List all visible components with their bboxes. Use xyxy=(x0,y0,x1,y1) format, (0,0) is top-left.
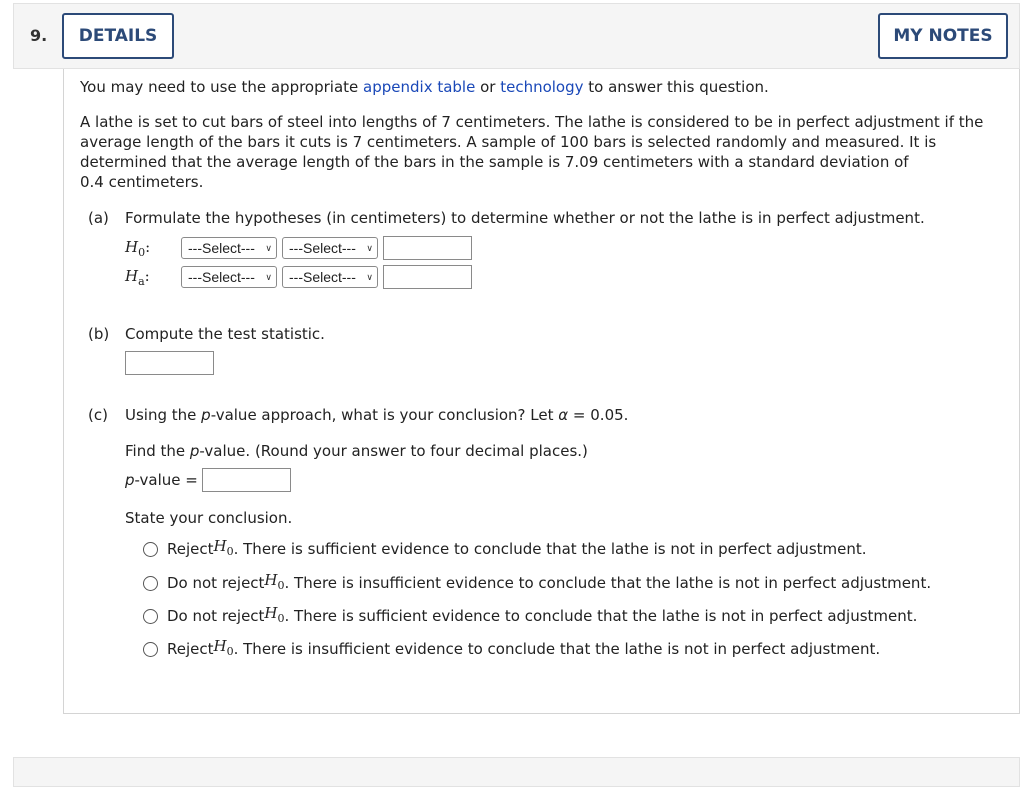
h0-relation-select[interactable]: ---Select--- ∨ xyxy=(282,237,378,259)
h0-label: $H_0$: xyxy=(125,238,151,259)
my-notes-button[interactable]: MY NOTES xyxy=(878,13,1008,59)
problem-line: A lathe is set to cut bars of steel into lengths of 7 centimeters. The lathe is considered to be in perfect adjustment if the xyxy=(80,113,984,131)
ha-relation-select[interactable]: ---Select--- ∨ xyxy=(282,266,378,288)
part-c-text: Using the p-value approach, what is your conclusion? Let α = 0.05. xyxy=(125,406,629,424)
h0-parameter-select[interactable]: ---Select--- ∨ xyxy=(181,237,277,259)
ha-parameter-select[interactable]: ---Select--- ∨ xyxy=(181,266,277,288)
radio-button[interactable] xyxy=(143,609,158,624)
chevron-down-icon: ∨ xyxy=(366,242,373,253)
technology-link[interactable]: technology xyxy=(500,78,584,96)
radio-button[interactable] xyxy=(143,576,158,591)
details-button[interactable]: DETAILS xyxy=(62,13,174,59)
conclusion-option[interactable]: Do not reject $H_0$ . There is insufficient evidence to conclude that the lathe is not in perfect adjustment. xyxy=(143,570,931,596)
test-statistic-input[interactable] xyxy=(125,351,214,375)
question-number: 9. xyxy=(30,26,48,45)
find-pvalue-instruction: Find the p-value. (Round your answer to four decimal places.) xyxy=(125,442,588,460)
appendix-table-link[interactable]: appendix table xyxy=(363,78,476,96)
intro-text: You may need to use the appropriate appendix table or technology to answer this question. xyxy=(80,78,769,96)
pvalue-input[interactable] xyxy=(202,468,291,492)
part-a-text: Formulate the hypotheses (in centimeters) to determine whether or not the lathe is in perfect adjustment. xyxy=(125,209,925,227)
part-c-label: (c) xyxy=(88,406,108,424)
part-a-label: (a) xyxy=(88,209,109,227)
next-question-header-bar xyxy=(13,757,1020,787)
pvalue-label: p-value = xyxy=(125,471,198,489)
conclusion-option[interactable]: Do not reject $H_0$ . There is sufficient evidence to conclude that the lathe is not in perfect adjustment. xyxy=(143,603,917,629)
chevron-down-icon: ∨ xyxy=(265,242,272,253)
ha-value-input[interactable] xyxy=(383,265,472,289)
h0-value-input[interactable] xyxy=(383,236,472,260)
state-conclusion-label: State your conclusion. xyxy=(125,509,293,527)
chevron-down-icon: ∨ xyxy=(265,271,272,282)
ha-label: $H_a$: xyxy=(125,267,150,288)
part-b-label: (b) xyxy=(88,325,110,343)
part-b-text: Compute the test statistic. xyxy=(125,325,325,343)
chevron-down-icon: ∨ xyxy=(366,271,373,282)
conclusion-option[interactable]: Reject $H_0$ . There is sufficient evidence to conclude that the lathe is not in perfect adjustment. xyxy=(143,536,867,562)
radio-button[interactable] xyxy=(143,542,158,557)
problem-line: average length of the bars it cuts is 7 centimeters. A sample of 100 bars is selected randomly and measured. It is xyxy=(80,133,937,151)
problem-line: 0.4 centimeters. xyxy=(80,173,204,191)
radio-button[interactable] xyxy=(143,642,158,657)
problem-line: determined that the average length of the bars in the sample is 7.09 centimeters with a standard deviation of xyxy=(80,153,909,171)
conclusion-option[interactable]: Reject $H_0$ . There is insufficient evidence to conclude that the lathe is not in perfect adjustment. xyxy=(143,636,880,662)
